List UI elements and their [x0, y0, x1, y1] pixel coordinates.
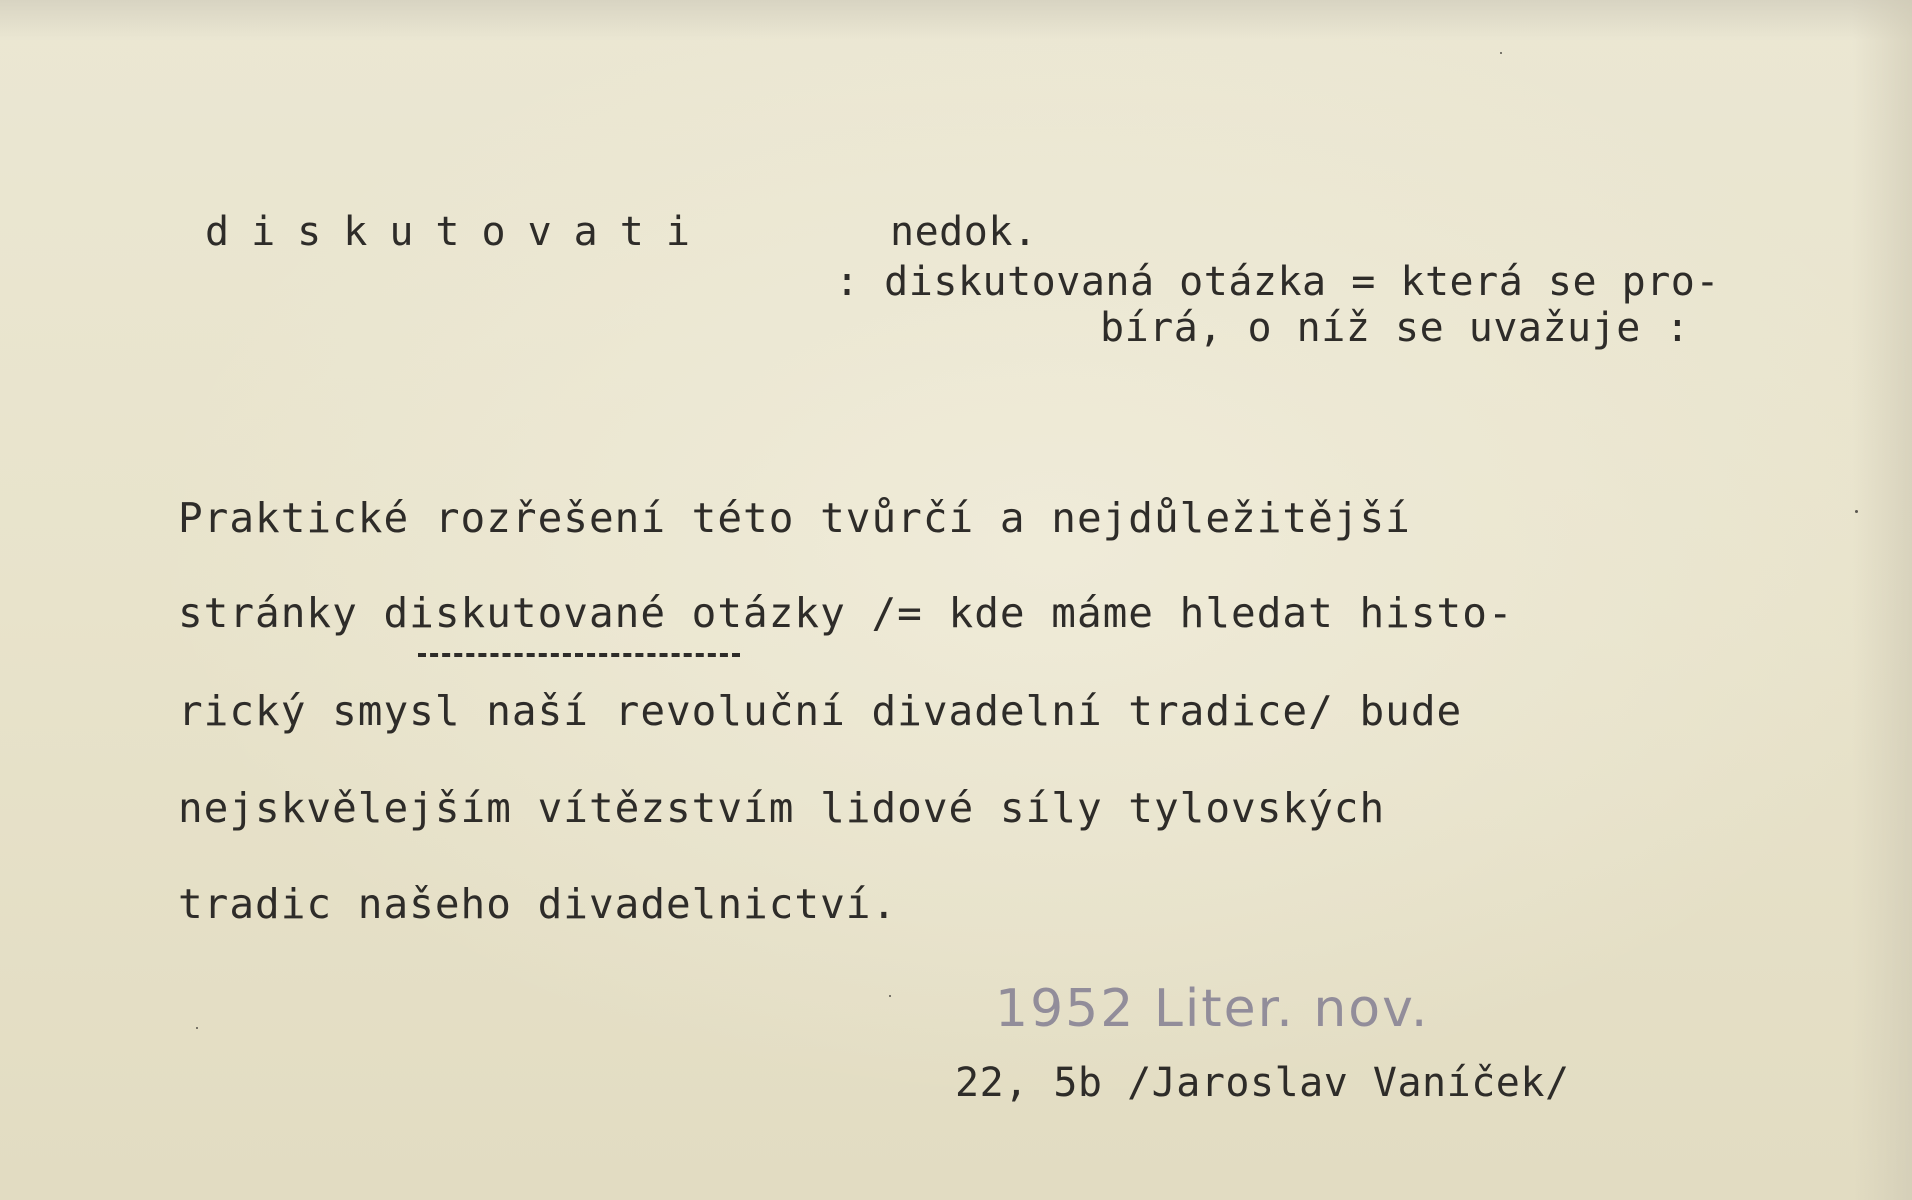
- grammar-label: nedok.: [890, 209, 1038, 255]
- quotation-line-3: rický smysl naší revoluční divadelní tradice/ bude: [178, 687, 1463, 735]
- quotation-line-5: tradic našeho divadelnictví.: [178, 880, 898, 928]
- date-source-stamp: 1952 Liter. nov.: [995, 979, 1430, 1039]
- paper-speck: [196, 1027, 198, 1029]
- paper-speck: [889, 995, 891, 997]
- definition-line-1: : diskutovaná otázka = která se pro-: [835, 259, 1720, 305]
- source-citation: 22, 5b /Jaroslav Vaníček/: [955, 1060, 1570, 1106]
- headword: diskutovati: [205, 209, 712, 255]
- quotation-line-2: stránky diskutované otázky /= kde máme hledat histo-: [178, 589, 1514, 637]
- definition-line-2: bírá, o níž se uvažuje :: [1100, 305, 1690, 351]
- quotation-line-4: nejskvělejším vítězstvím lidové síly tylovských: [178, 784, 1386, 832]
- paper-speck: [1500, 52, 1502, 54]
- headword-underline: [418, 653, 740, 657]
- quotation-line-1: Praktické rozřešení této tvůrčí a nejdůležitější: [178, 494, 1411, 542]
- paper-speck: [1855, 510, 1858, 513]
